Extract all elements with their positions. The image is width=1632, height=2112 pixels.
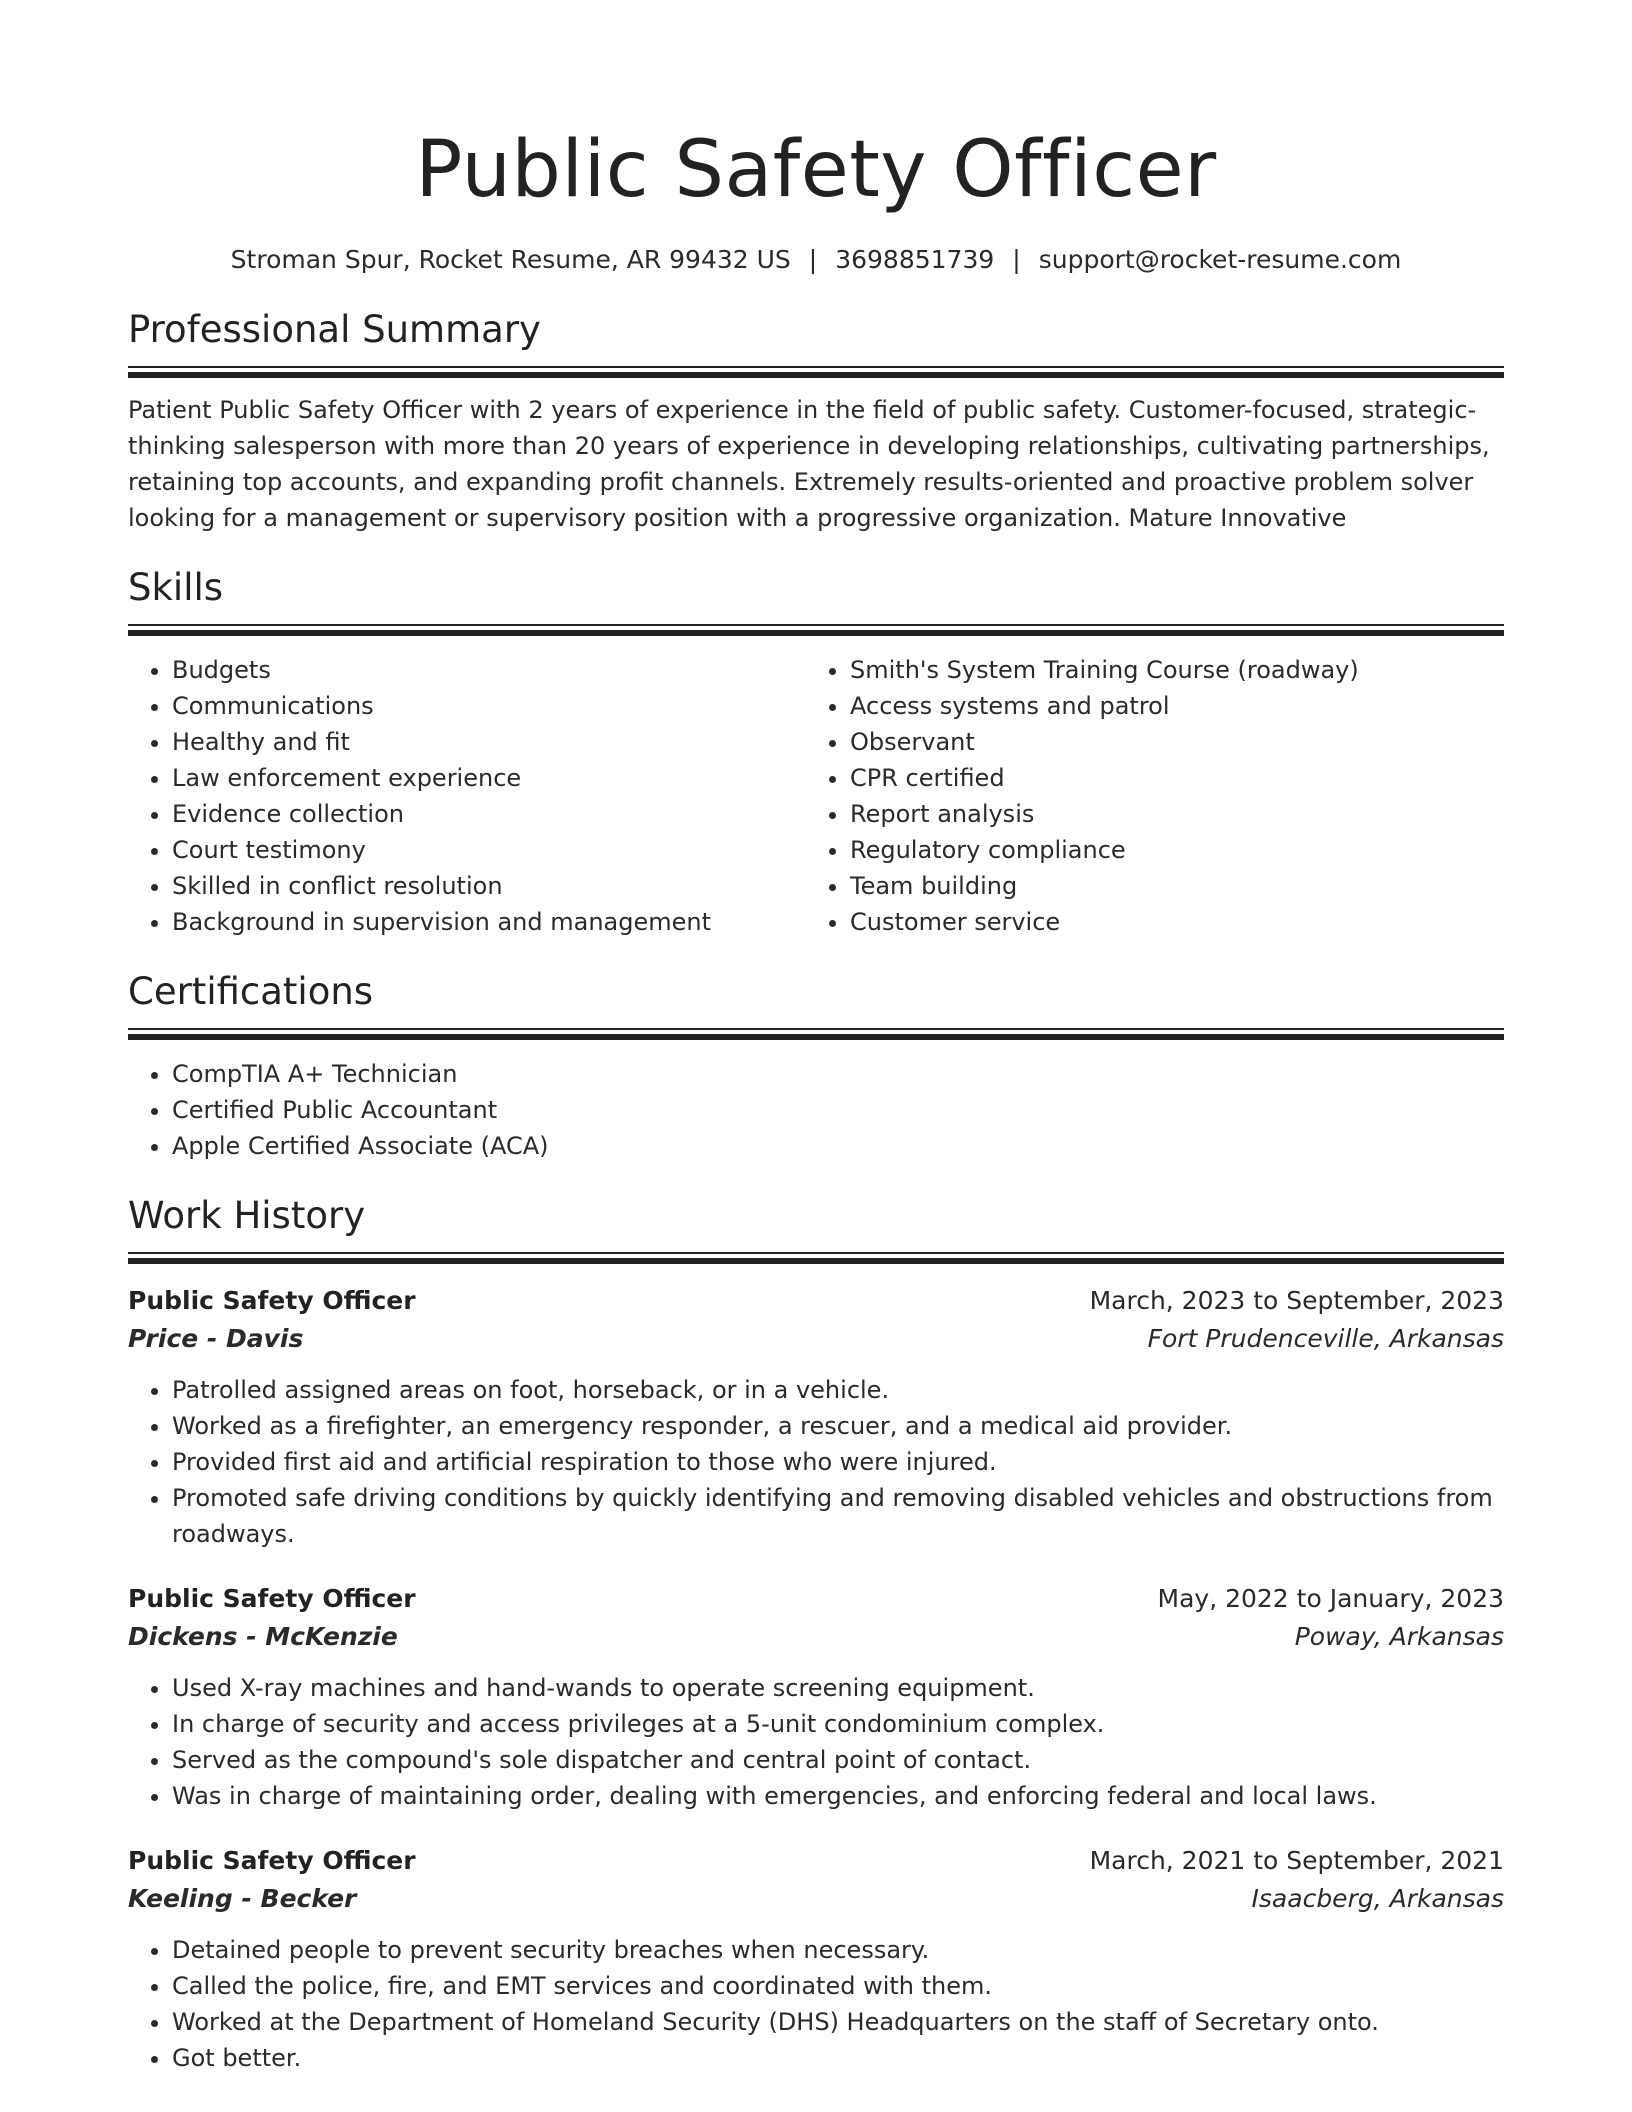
section-title-certifications: Certifications (128, 970, 374, 1013)
job-bullets (128, 1372, 1504, 1552)
skill-item: • Report analysis (850, 796, 1484, 832)
contact-address: Stroman Spur, Rocket Resume, AR 99432 US (230, 245, 791, 274)
skill-item: • Background in supervision and management (172, 904, 806, 940)
certification-item: • Apple Certified Associate (ACA) (172, 1128, 1504, 1164)
job-subheader-row (128, 1880, 1504, 1918)
skills-list-left (128, 652, 806, 940)
job-bullet: • Worked as a firefighter, an emergency responder, a rescuer, and a medical aid provider. (172, 1408, 1504, 1444)
job-company: Keeling - Becker (128, 1884, 357, 1913)
section-title-summary: Professional Summary (128, 308, 541, 351)
job-subheader-row (128, 1618, 1504, 1656)
job-company: Price - Davis (128, 1324, 304, 1353)
certification-item: • CompTIA A+ Technician (172, 1056, 1504, 1092)
skill-item: • Team building (850, 868, 1484, 904)
job-header-row (128, 1842, 1504, 1880)
candidate-name: Public Safety Officer (415, 125, 1217, 215)
contact-phone: 3698851739 (835, 245, 995, 274)
job-location: Poway, Arkansas (1294, 1622, 1504, 1651)
section-divider (128, 1252, 1504, 1264)
job-header-row (128, 1580, 1504, 1618)
skills-column-right (806, 652, 1484, 940)
job-bullet: • In charge of security and access privileges at a 5-unit condominium complex. (172, 1706, 1504, 1742)
job-entry (128, 1580, 1504, 1814)
job-bullets (128, 1670, 1504, 1814)
skill-item: • Customer service (850, 904, 1484, 940)
skills-section (128, 564, 1504, 940)
certifications-section (128, 968, 1504, 1164)
job-bullet: • Worked at the Department of Homeland Security (DHS) Headquarters on the staff of Secretary onto. (172, 2004, 1504, 2040)
skills-grid (128, 652, 1504, 940)
skill-item: • Court testimony (172, 832, 806, 868)
skill-item: • Law enforcement experience (172, 760, 806, 796)
job-bullet: • Got better. (172, 2040, 1504, 2076)
job-bullet: • Used X-ray machines and hand-wands to operate screening equipment. (172, 1670, 1504, 1706)
job-title: Public Safety Officer (128, 1846, 416, 1875)
job-title: Public Safety Officer (128, 1286, 416, 1315)
job-title: Public Safety Officer (128, 1584, 416, 1613)
contact-email[interactable]: support@rocket-resume.com (1038, 245, 1402, 274)
job-entry (128, 1282, 1504, 1552)
contact-separator: | (808, 245, 818, 274)
job-location: Isaacberg, Arkansas (1251, 1884, 1504, 1913)
job-header-row (128, 1282, 1504, 1320)
job-company: Dickens - McKenzie (128, 1622, 398, 1651)
resume-page (128, 0, 1504, 2076)
job-dates: March, 2021 to September, 2021 (1089, 1846, 1504, 1875)
skill-item: • Healthy and fit (172, 724, 806, 760)
skills-column-left (128, 652, 806, 940)
job-bullet: • Promoted safe driving conditions by quickly identifying and removing disabled vehicles and obstructions from roadways. (172, 1480, 1504, 1552)
job-bullet: • Called the police, fire, and EMT services and coordinated with them. (172, 1968, 1504, 2004)
skill-item: • Regulatory compliance (850, 832, 1484, 868)
contact-separator: | (1012, 245, 1021, 274)
skills-list-right (806, 652, 1484, 940)
certification-item: • Certified Public Accountant (172, 1092, 1504, 1128)
work-history-section (128, 1192, 1504, 2076)
job-bullet: • Provided first aid and artificial respiration to those who were injured. (172, 1444, 1504, 1480)
job-bullets (128, 1932, 1504, 2076)
section-title-skills: Skills (128, 566, 224, 609)
skill-item: • Skilled in conflict resolution (172, 868, 806, 904)
job-dates: May, 2022 to January, 2023 (1157, 1584, 1504, 1613)
skill-item: • Evidence collection (172, 796, 806, 832)
summary-text: Patient Public Safety Officer with 2 years of experience in the field of public safety. Customer-focused, strategic-thinking salesperson with more than 20 years of experience in developing relationships, cultivating partnerships, retaining top accounts, and expanding profit channels. Extremely results-oriented and proactive problem solver looking for a management or supervisory position with a progressive organization. Mature Innovative (128, 396, 1490, 532)
job-entry (128, 1842, 1504, 2076)
contact-line (128, 242, 1504, 278)
job-dates: March, 2023 to September, 2023 (1089, 1286, 1504, 1315)
section-divider (128, 624, 1504, 636)
skill-item: • Communications (172, 688, 806, 724)
skill-item: • CPR certified (850, 760, 1484, 796)
job-bullet: • Detained people to prevent security breaches when necessary. (172, 1932, 1504, 1968)
job-bullet: • Patrolled assigned areas on foot, horseback, or in a vehicle. (172, 1372, 1504, 1408)
job-location: Fort Prudenceville, Arkansas (1147, 1324, 1504, 1353)
summary-section (128, 306, 1504, 536)
section-divider (128, 1028, 1504, 1040)
skill-item: • Observant (850, 724, 1484, 760)
job-bullet: • Served as the compound's sole dispatcher and central point of contact. (172, 1742, 1504, 1778)
skill-item: • Smith's System Training Course (roadway) (850, 652, 1484, 688)
certifications-list (128, 1056, 1504, 1164)
skill-item: • Budgets (172, 652, 806, 688)
section-title-work-history: Work History (128, 1194, 366, 1237)
section-divider (128, 366, 1504, 378)
job-bullet: • Was in charge of maintaining order, dealing with emergencies, and enforcing federal and local laws. (172, 1778, 1504, 1814)
skill-item: • Access systems and patrol (850, 688, 1484, 724)
job-subheader-row (128, 1320, 1504, 1358)
